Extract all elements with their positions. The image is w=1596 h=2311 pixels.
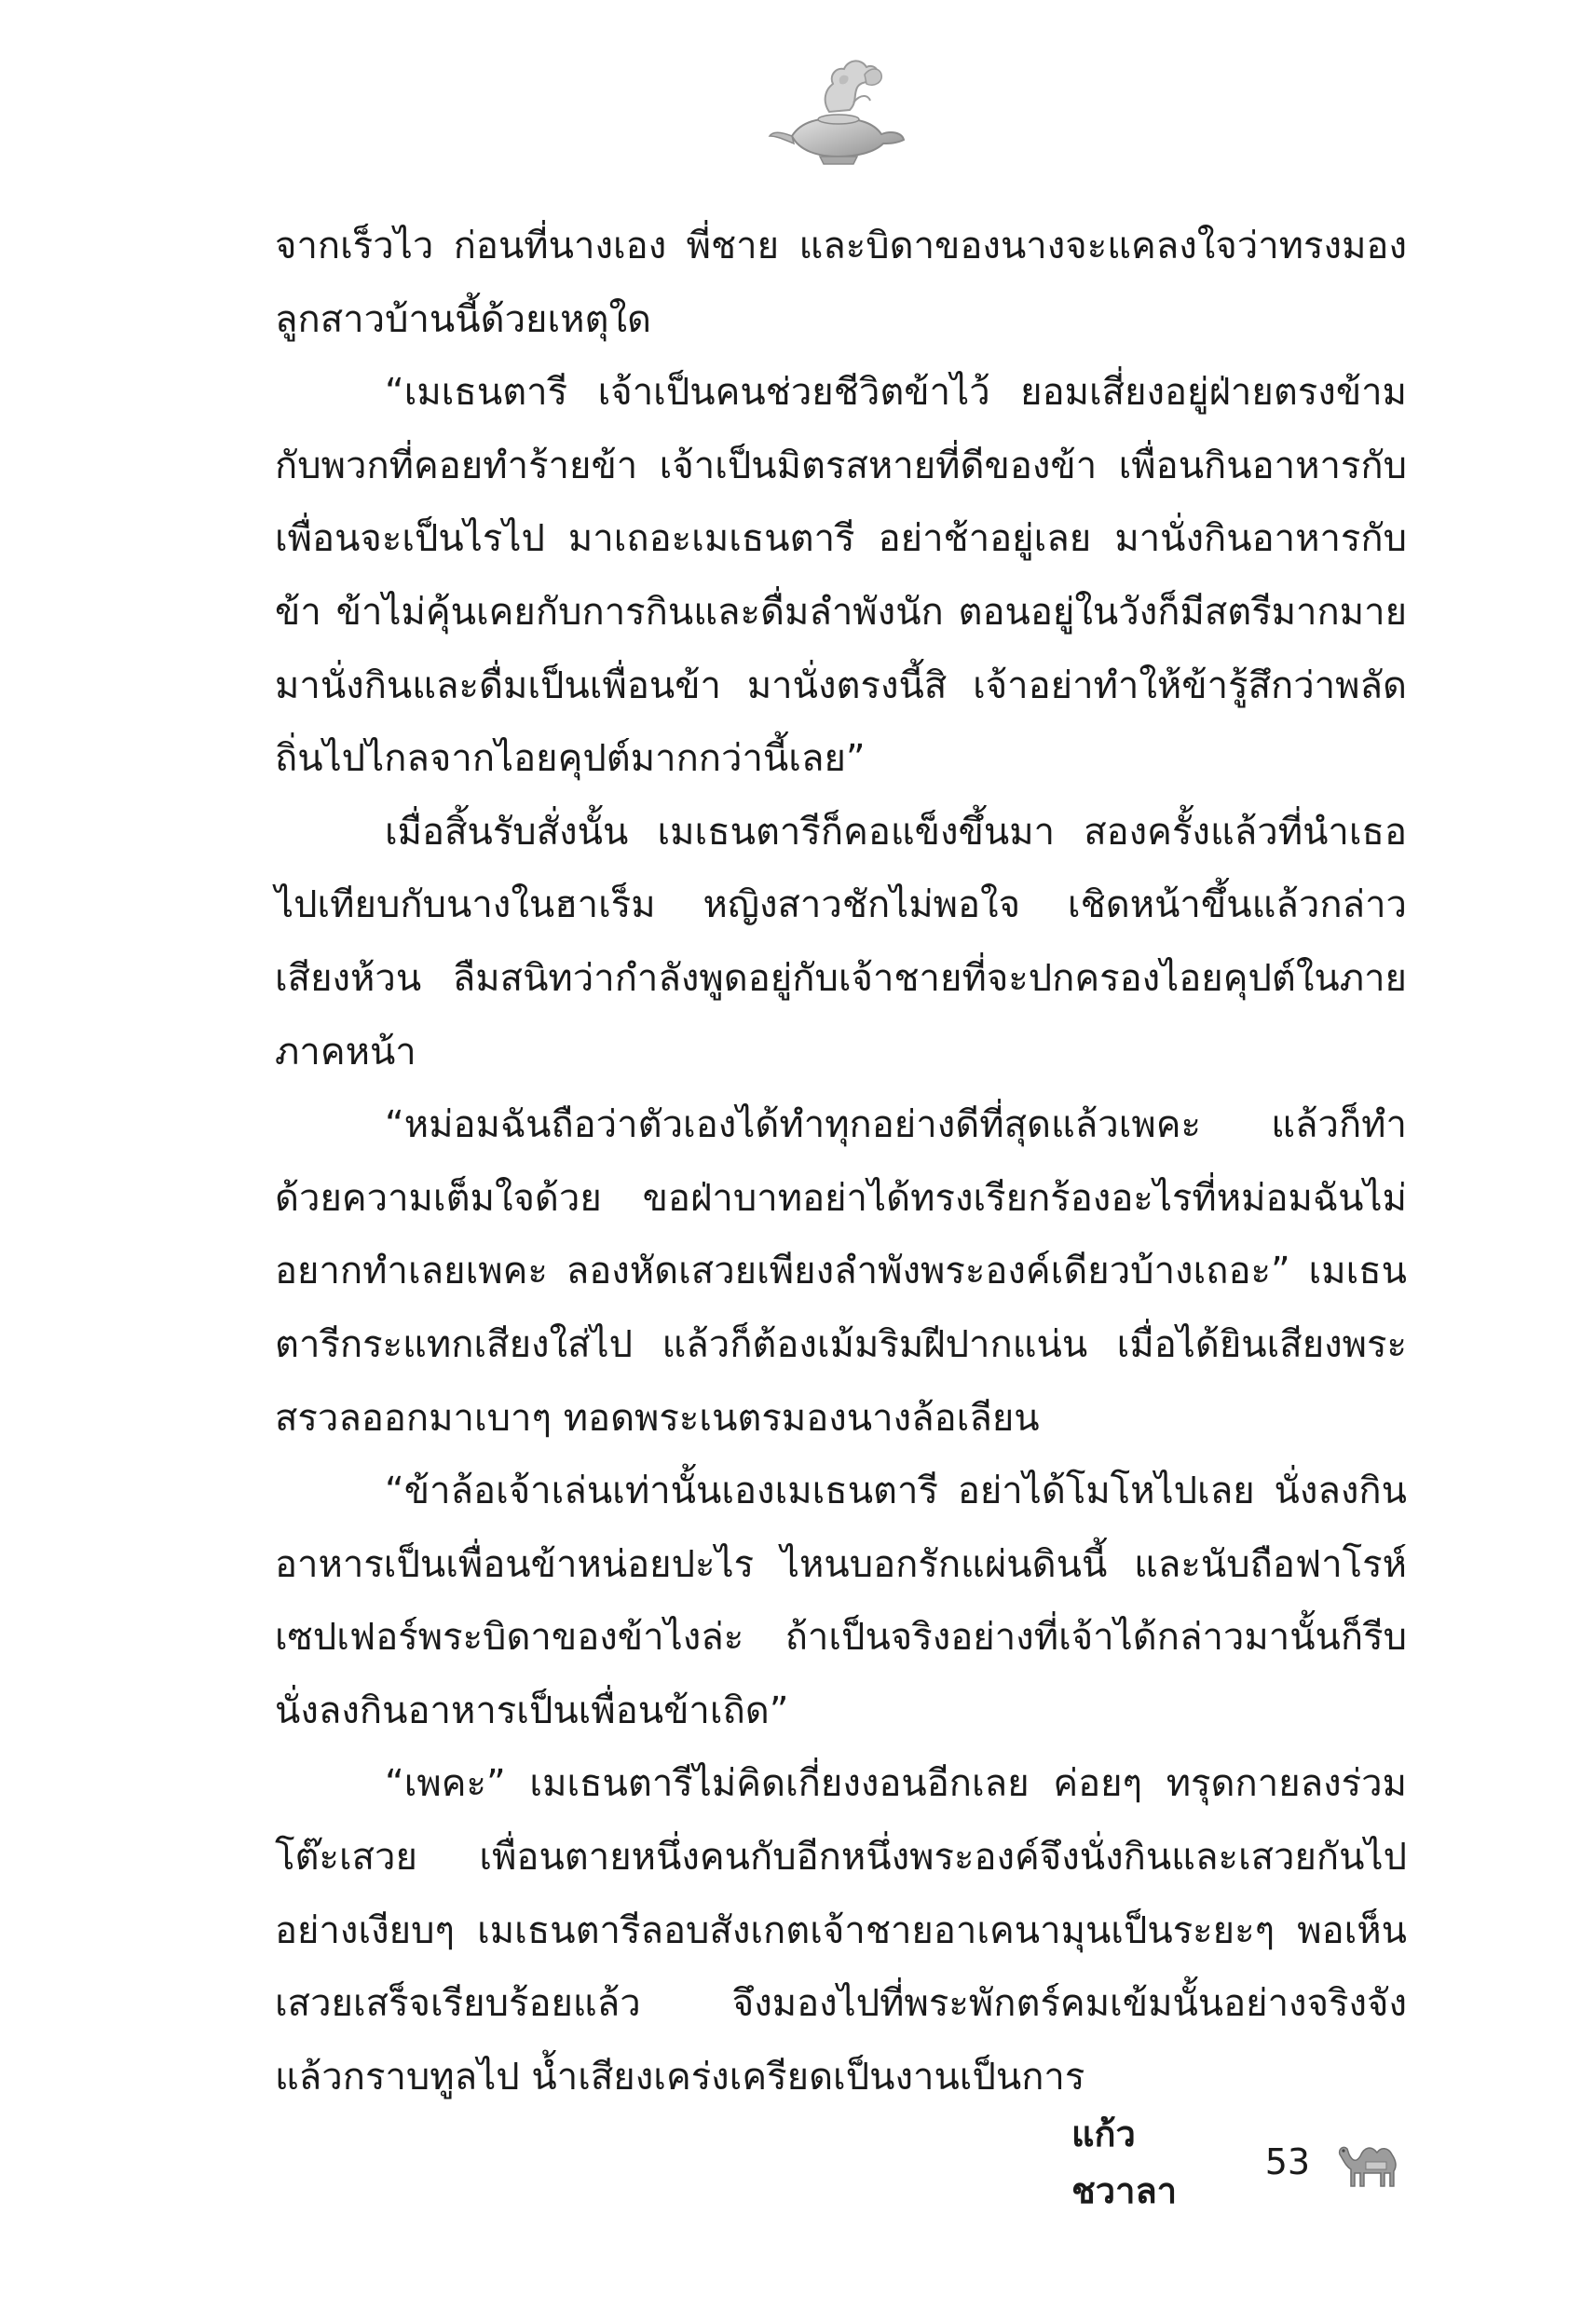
paragraph: “เมเธนตารี เจ้าเป็นคนช่วยชีวิตข้าไว้ ยอมเสี่ยงอยู่ฝ่ายตรงข้ามกับพวกที่คอยทำร้ายข้า เจ้าเป็นมิตรสหายที่ดีของข้า เพื่อนกินอาหารกับเพื่อนจะเป็นไรไป มาเถอะเมเธนตารี อย่าช้าอยู่เลย มานั่งกินอาหารกับข้า ข้าไม่คุ้นเคยกับการกินและดื่มลำพังนัก ตอนอยู่ในวังก็มีสตรีมากมายมานั่งกินและดื่มเป็นเพื่อนข้า มานั่งตรงนี้สิ เจ้าอย่าทำให้ข้ารู้สึกว่าพลัดถิ่นไปไกลจากไอยคุปต์มากกว่านี้เลย” <box>275 371 1407 781</box>
paragraph: เมื่อสิ้นรับสั่งนั้น เมเธนตารีก็คอแข็งขึ้นมา สองครั้งแล้วที่นำเธอไปเทียบกับนางในฮาเร็ม หญิงสาวชักไม่พอใจ เชิดหน้าขึ้นแล้วกล่าวเสียงห้วน ลืมสนิทว่ากำลังพูดอยู่กับเจ้าชายที่จะปกครองไอยคุปต์ในภายภาคหน้า <box>275 810 1407 1073</box>
paragraph: “ข้าล้อเจ้าเล่นเท่านั้นเองเมเธนตารี อย่าได้โมโหไปเลย นั่งลงกินอาหารเป็นเพื่อนข้าหน่อยปะไร ไหนบอกรักแผ่นดินนี้ และนับถือฟาโรห์เซปเฟอร์พระบิดาของข้าไงล่ะ ถ้าเป็นจริงอย่างที่เจ้าได้กล่าวมานั้นก็รีบนั่งลงกินอาหารเป็นเพื่อนข้าเถิด” <box>275 1470 1407 1732</box>
book-title: แก้วชวาลา <box>1071 2113 1178 2211</box>
camel-icon <box>1332 2134 1407 2190</box>
body-text <box>275 210 1407 2113</box>
genie-lamp-icon <box>764 47 913 168</box>
paragraph: “เพคะ” เมเธนตารีไม่คิดเกี่ยงงอนอีกเลย ค่อยๆ ทรุดกายลงร่วมโต๊ะเสวย เพื่อนตายหนึ่งคนกับอีกหนึ่งพระองค์จึงนั่งกินและเสวยกันไปอย่างเงียบๆ เมเธนตารีลอบสังเกตเจ้าชายอาเคนามุนเป็นระยะๆ พอเห็นเสวยเสร็จเรียบร้อยแล้ว จึงมองไปที่พระพักตร์คมเข้มนั้นอย่างจริงจัง แล้วกราบทูลไป น้ำเสียงเคร่งเครียดเป็นงานเป็นการ <box>275 1762 1407 2099</box>
page-number: 53 <box>1264 2141 1311 2182</box>
paragraph: “หม่อมฉันถือว่าตัวเองได้ทำทุกอย่างดีที่สุดแล้วเพคะ แล้วก็ทำด้วยความเต็มใจด้วย ขอฝ่าบาทอย่าได้ทรงเรียกร้องอะไรที่หม่อมฉันไม่อยากทำเลยเพคะ ลองหัดเสวยเพียงลำพังพระองค์เดียวบ้างเถอะ” เมเธนตารีกระแทกเสียงใส่ไป แล้วก็ต้องเม้มริมฝีปากแน่น เมื่อได้ยินเสียงพระสรวลออกมาเบาๆ ทอดพระเนตรมองนางล้อเลียน <box>275 1103 1407 1440</box>
page-footer <box>1071 2113 1407 2211</box>
paragraph: จากเร็วไว ก่อนที่นางเอง พี่ชาย และบิดาของนางจะแคลงใจว่าทรงมองลูกสาวบ้านนี้ด้วยเหตุใด <box>275 225 1407 341</box>
